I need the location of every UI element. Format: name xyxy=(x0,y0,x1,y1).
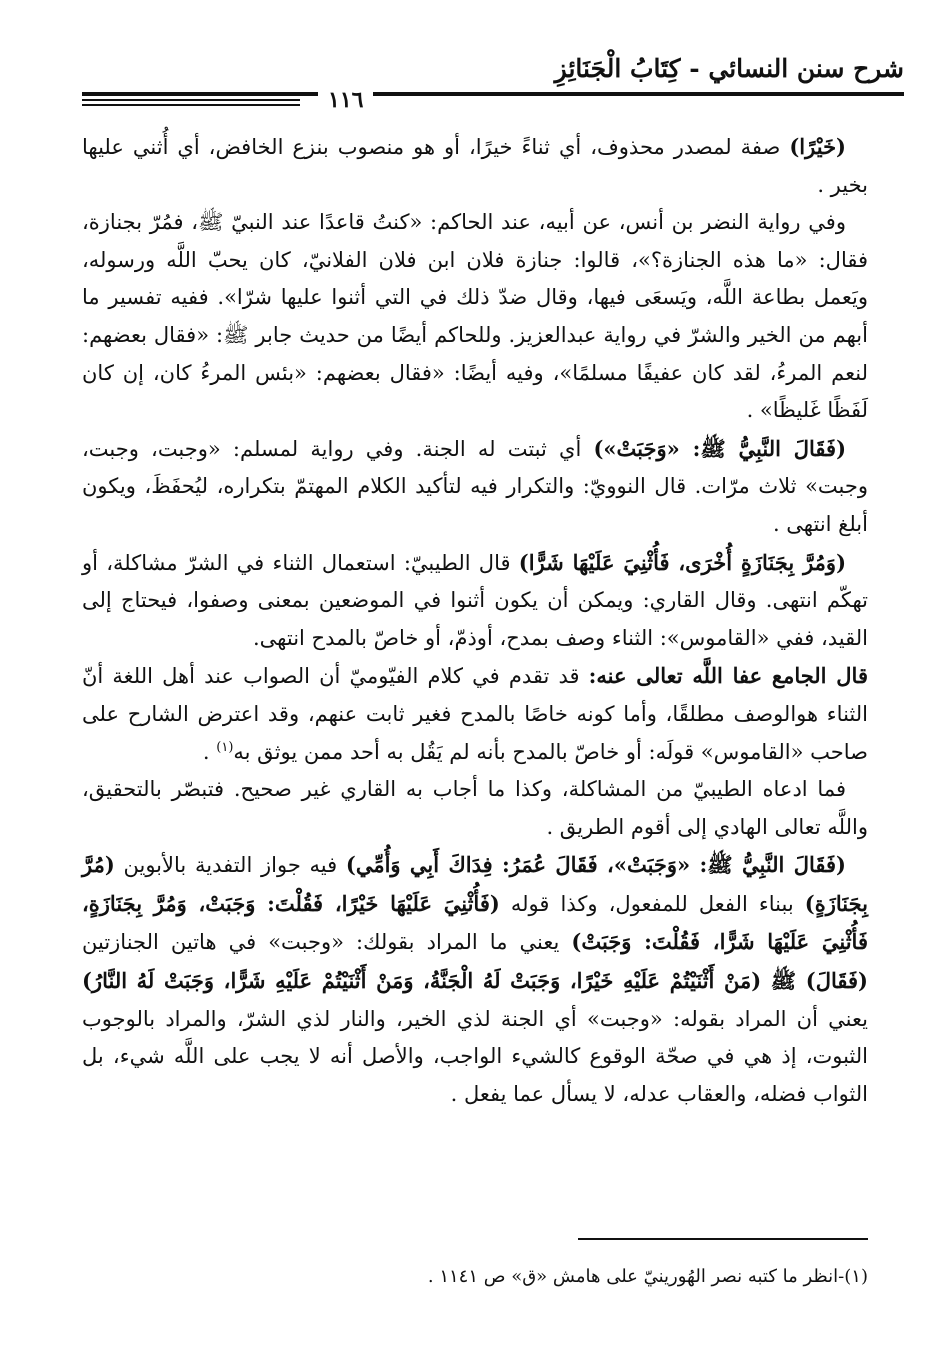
quoted-phrase: (فَأُثْنِيَ عَلَيْهَا خَيْرًا، فَقُلْتَ: وَجَبَتْ، وَمُرَّ بِجَنَازَةٍ، فَأُثْنِيَ عَلَيْهَا شَرًّا، فَقُلْتَ: وَجَبَتْ) xyxy=(82,890,868,955)
quoted-phrase: (فَقَالَ) ﷺ (مَنْ أَثْنَيْتُمْ عَلَيْهِ خَيْرًا، وَجَبَتْ لَهُ الْجَنَّةُ، وَمَنْ أَثْنَيْتُمْ عَلَيْهِ شَرًّا، وَجَبَتْ لَهُ النَّارُ) xyxy=(82,968,868,994)
paragraph-5 xyxy=(82,657,868,771)
paragraph-6 xyxy=(82,771,868,846)
commentary-text: ببناء الفعل للمفعول، وكذا قوله xyxy=(499,891,805,916)
header-double-rule-upper xyxy=(82,99,300,101)
page-header xyxy=(82,48,904,113)
footnote-reference[interactable]: (١) xyxy=(216,739,234,755)
quoted-phrase: (وَمُرَّ بِجَنَازَةٍ أُخْرَى، فَأُثْنِيَ عَلَيْهَا شَرًّا) xyxy=(518,549,846,575)
paragraph-3 xyxy=(82,430,868,544)
commentary-text: قال الطيبيّ: استعمال الثناء في الشرّ مشاكلة، أو تهكّم انتهى. وقال القاري: ويمكن أن يكون أثنوا في الموضعين بمعنى وصفوا، فيحتاج إلى القيد، ففي «القاموس»: الثناء وصف بمدح، أوذمّ، أو خاصّ بالمدح انتهى. xyxy=(82,550,868,650)
header-double-rule-lower xyxy=(82,104,300,106)
running-title: شرح سنن النسائي - كِتَابُ الْجَنَائِزِ xyxy=(554,54,904,83)
header-rule xyxy=(82,92,904,96)
quoted-phrase: (فَقَالَ النَّبِيُّ ﷺ: «وَجَبَتْ») xyxy=(593,435,846,461)
commentary-text: وفي رواية النضر بن أنس، عن أبيه، عند الحاكم: «كنتُ قاعدًا عند النبيّ ﷺ، فمُرّ بجنازة، فقال: «ما هذه الجنازة؟»، قالوا: جنازة فلان ابن فلان الفلانيّ، كان يحبّ اللَّه ورسوله، ويَعمل بطاعة اللَّه، ويَسعَى فيها، وقال ضدّ ذلك في التي أثنوا عليها شرّا». ففيه تفسير ما أبهم من الخير والشرّ في رواية عبدالعزيز. وللحاكم أيضًا من حديث جابر ﷺ: «فقال بعضهم: لنعم المرءُ، لقد كان عفيفًا مسلمًا»، وفيه أيضًا: «فقال بعضهم: «بئس المرءُ كان، إن كان لَفَظًا غَليظًا» . xyxy=(82,210,868,423)
main-text xyxy=(82,128,868,1113)
commentary-text: يعني ما المراد بقولك: «وجبت» في هاتين الجنازتين xyxy=(82,930,572,955)
author-remark-label: قال الجامع عفا اللَّه تعالى عنه: xyxy=(588,663,868,689)
commentary-text: أي ثبتت له الجنة. وفي رواية لمسلم: «وجبت، وجبت، وجبت» ثلاث مرّات. قال النوويّ: والتكرار فيه لتأكيد الكلام المهتمّ بتكراره، ليُحفَظَ، ويكون أبلغ انتهى . xyxy=(82,436,868,536)
paragraph-2 xyxy=(82,204,868,430)
commentary-text: . xyxy=(202,739,217,764)
commentary-text: يعني أن المراد بقوله: «وجبت» أي الجنة لذي الخير، والنار لذي الشرّ، والمراد بالوجوب الثبوت، إذ هي في صحّة الوقوع كالشيء الواجب، والأصل أنه لا يجب على اللَّه شيء، بل الثواب فضله، والعقاب عدله، لا يسأل عما يفعل . xyxy=(82,1006,868,1106)
quoted-phrase: (خَيْرًا) xyxy=(789,134,846,159)
footnote: (١)-انظر ما كتبه نصر الهُورينيّ على هامش «ق» ص ١١٤١ . xyxy=(427,1266,868,1287)
footnote-separator xyxy=(578,1238,868,1240)
commentary-text: فيه جواز التفدية بالأبوين xyxy=(114,853,346,878)
paragraph-4 xyxy=(82,544,868,658)
commentary-text: قد تقدم في كلام الفيّوميّ أن الصواب عند أهل اللغة أنّ الثناء هوالوصف مطلقًا، وأما كونه خاصًا بالمدح فغير ثابت عنهم، وقد اعترض الشارح على صاحب «القاموس» قولَه: أو خاصّ بالمدح بأنه لم يَقُل به أحد ممن يوثق به xyxy=(82,664,868,764)
quoted-phrase: (فَقَالَ النَّبِيُّ ﷺ: «وَجَبَتْ»، فَقَالَ عُمَرُ: فِدَاكَ أَبِي وَأُمِّي) xyxy=(345,852,846,878)
commentary-text: فما ادعاه الطيبيّ من المشاكلة، وكذا ما أجاب به القاري غير صحيح. فتبصّر بالتحقيق، واللَّه تعالى الهادي إلى أقوم الطريق . xyxy=(82,777,868,839)
page-number: ١١٦ xyxy=(318,88,373,112)
commentary-text: صفة لمصدر محذوف، أي ثناءً خيرًا، أو هو منصوب بنزع الخافض، أي أُثني عليها بخير . xyxy=(82,135,868,197)
paragraph-7 xyxy=(82,846,868,1113)
paragraph-1 xyxy=(82,128,868,204)
quoted-phrase: (مُرَّ بِجَنَازَةٍ) xyxy=(82,852,868,916)
